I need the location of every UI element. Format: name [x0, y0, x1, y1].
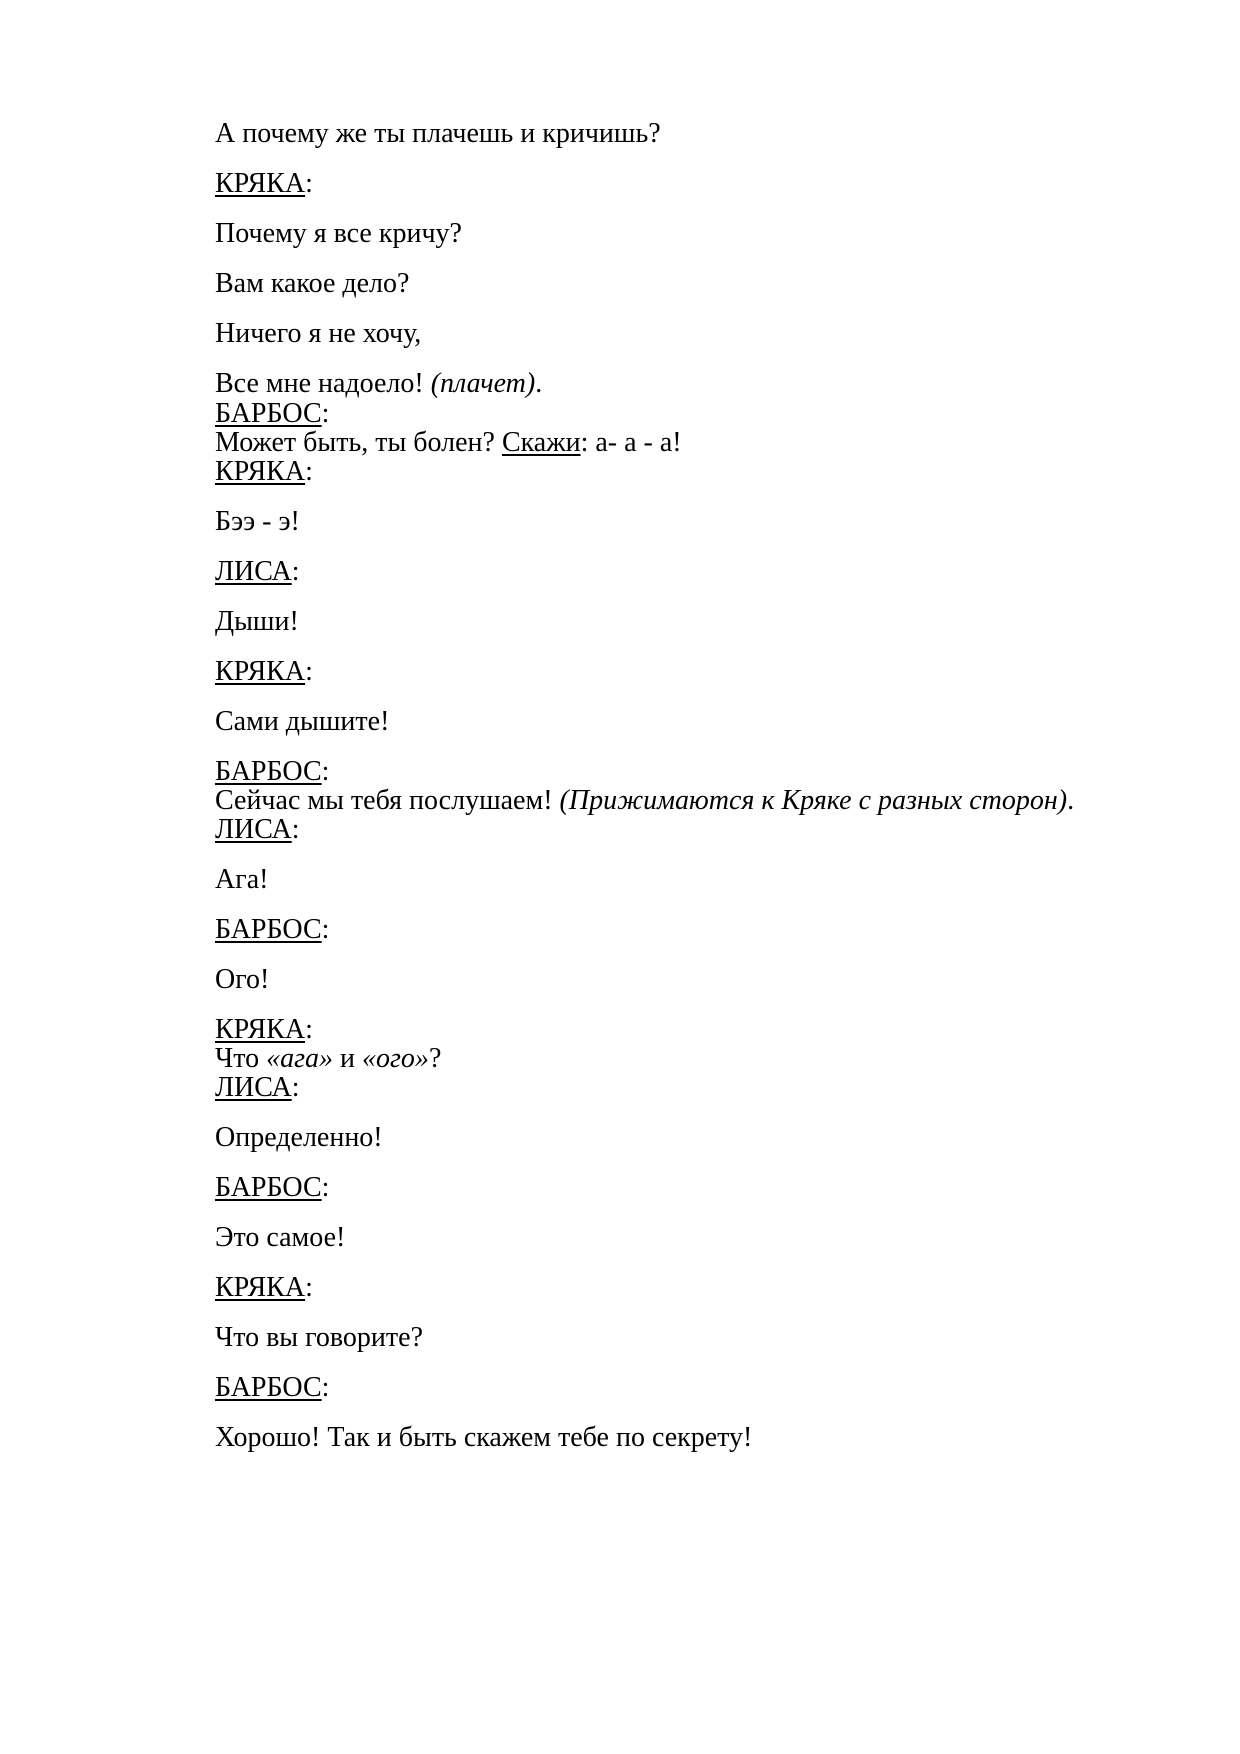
- speaker-label: ЛИСА:: [215, 556, 300, 587]
- speaker-label: БАРБОС:: [215, 1372, 330, 1403]
- speaker-label: БАРБОС:: [215, 398, 330, 429]
- speaker-label: БАРБОС:: [215, 1172, 330, 1203]
- speaker-label: КРЯКА:: [215, 1014, 313, 1045]
- dialogue-line: Ага!: [215, 864, 269, 895]
- dialogue-line: Почему я все кричу?: [215, 218, 462, 249]
- dialogue-line: Может быть, ты болен? Скажи: а- а - а!: [215, 427, 682, 458]
- dialogue-line: Хорошо! Так и быть скажем тебе по секрету!: [215, 1422, 753, 1453]
- dialogue-line: Что «ага» и «ого»?: [215, 1043, 442, 1074]
- dialogue-line: Что вы говорите?: [215, 1322, 423, 1353]
- dialogue-line: Сами дышите!: [215, 706, 390, 737]
- speaker-label: КРЯКА:: [215, 168, 313, 199]
- dialogue-line: Дыши!: [215, 606, 299, 637]
- dialogue-line: Определенно!: [215, 1122, 383, 1153]
- dialogue-line: Ого!: [215, 964, 270, 995]
- dialogue-line: Все мне надоело! (плачет).: [215, 368, 543, 399]
- speaker-label: ЛИСА:: [215, 1072, 300, 1103]
- dialogue-line: А почему же ты плачешь и кричишь?: [215, 118, 661, 149]
- dialogue-line: Сейчас мы тебя послушаем! (Прижимаются к Кряке с разных сторон).: [215, 785, 1075, 816]
- stage-direction: (плачет): [430, 368, 536, 399]
- speaker-label: БАРБОС:: [215, 756, 330, 787]
- speaker-label: БАРБОС:: [215, 914, 330, 945]
- speaker-label: ЛИСА:: [215, 814, 300, 845]
- dialogue-line: Вам какое дело?: [215, 268, 410, 299]
- dialogue-line: Бээ - э!: [215, 506, 300, 537]
- dialogue-line: Ничего я не хочу,: [215, 318, 422, 349]
- speaker-label: КРЯКА:: [215, 656, 313, 687]
- speaker-label: КРЯКА:: [215, 1272, 313, 1303]
- stage-direction: (Прижимаются к Кряке с разных сторон): [559, 785, 1068, 816]
- dialogue-line: Это самое!: [215, 1222, 346, 1253]
- speaker-label: КРЯКА:: [215, 456, 313, 487]
